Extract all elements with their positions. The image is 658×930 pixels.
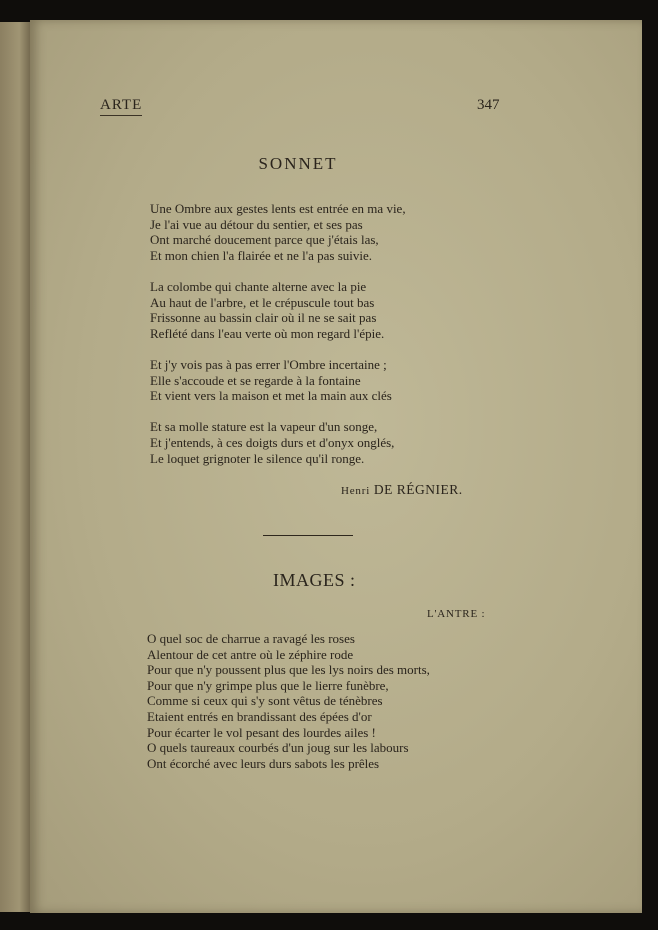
poem-line: Pour écarter le vol pesant des lourdes ailes !	[147, 724, 376, 740]
poem-line: Comme si ceux qui s'y sont vêtus de ténèbres	[147, 693, 383, 709]
stanza-break	[150, 263, 406, 279]
sonnet-title: SONNET	[258, 154, 338, 173]
author-last-name: DE RÉGNIER.	[373, 482, 463, 497]
poem-line: Je l'ai vue au détour du sentier, et ses pas	[150, 216, 363, 232]
poem-line: Elle s'accoude et se regarde à la fontaine	[150, 372, 361, 388]
poem-line: Et sa molle stature est la vapeur d'un songe,	[150, 419, 378, 435]
poem-line: Et j'entends, à ces doigts durs et d'onyx onglés,	[150, 434, 395, 450]
stanza-break	[150, 404, 406, 420]
poem-line: Reflété dans l'eau verte où mon regard l'épie.	[150, 325, 385, 341]
poem-line: O quels taureaux courbés d'un joug sur les labours	[147, 740, 409, 756]
poem-line: Alentour de cet antre où le zéphire rode	[147, 646, 354, 662]
sonnet-poem	[150, 201, 406, 466]
poem-line: Pour que n'y poussent plus que les lys noirs des morts,	[147, 662, 430, 678]
stanza-break	[150, 341, 406, 357]
poem-line: Pour que n'y grimpe plus que le lierre funèbre,	[147, 677, 389, 693]
author-signature	[341, 482, 463, 498]
poem-line: Et mon chien l'a flairée et ne l'a pas suivie.	[150, 247, 372, 263]
author-first-name: Henri	[341, 485, 371, 497]
poem-line: Ont écorché avec leurs durs sabots les prêles	[147, 755, 380, 771]
images-subtitle: L'ANTRE :	[427, 608, 486, 620]
poem-line: Frissonne au bassin clair où il ne se sait pas	[150, 310, 377, 326]
section-divider	[263, 535, 353, 536]
images-title: IMAGES :	[273, 570, 356, 590]
facing-page-edge	[0, 22, 32, 912]
page-number: 347	[477, 97, 500, 113]
poem-line: La colombe qui chante alterne avec la pie	[150, 278, 367, 294]
poem-line: Une Ombre aux gestes lents est entrée en ma vie,	[150, 201, 406, 216]
poem-line: Et vient vers la maison et met la main aux clés	[150, 388, 392, 404]
poem-line: Au haut de l'arbre, et le crépuscule tout bas	[150, 294, 375, 310]
poem-line: Ont marché doucement parce que j'étais las,	[150, 232, 379, 248]
poem-line: O quel soc de charrue a ravagé les roses	[147, 631, 355, 646]
images-poem	[147, 631, 430, 771]
poem-line: Le loquet grignoter le silence qu'il ronge.	[150, 450, 365, 466]
book-page	[30, 20, 642, 913]
poem-line: Etaient entrés en brandissant des épées d'or	[147, 708, 372, 724]
poem-line: Et j'y vois pas à pas errer l'Ombre incertaine ;	[150, 356, 387, 372]
running-head: ARTE	[100, 97, 142, 116]
